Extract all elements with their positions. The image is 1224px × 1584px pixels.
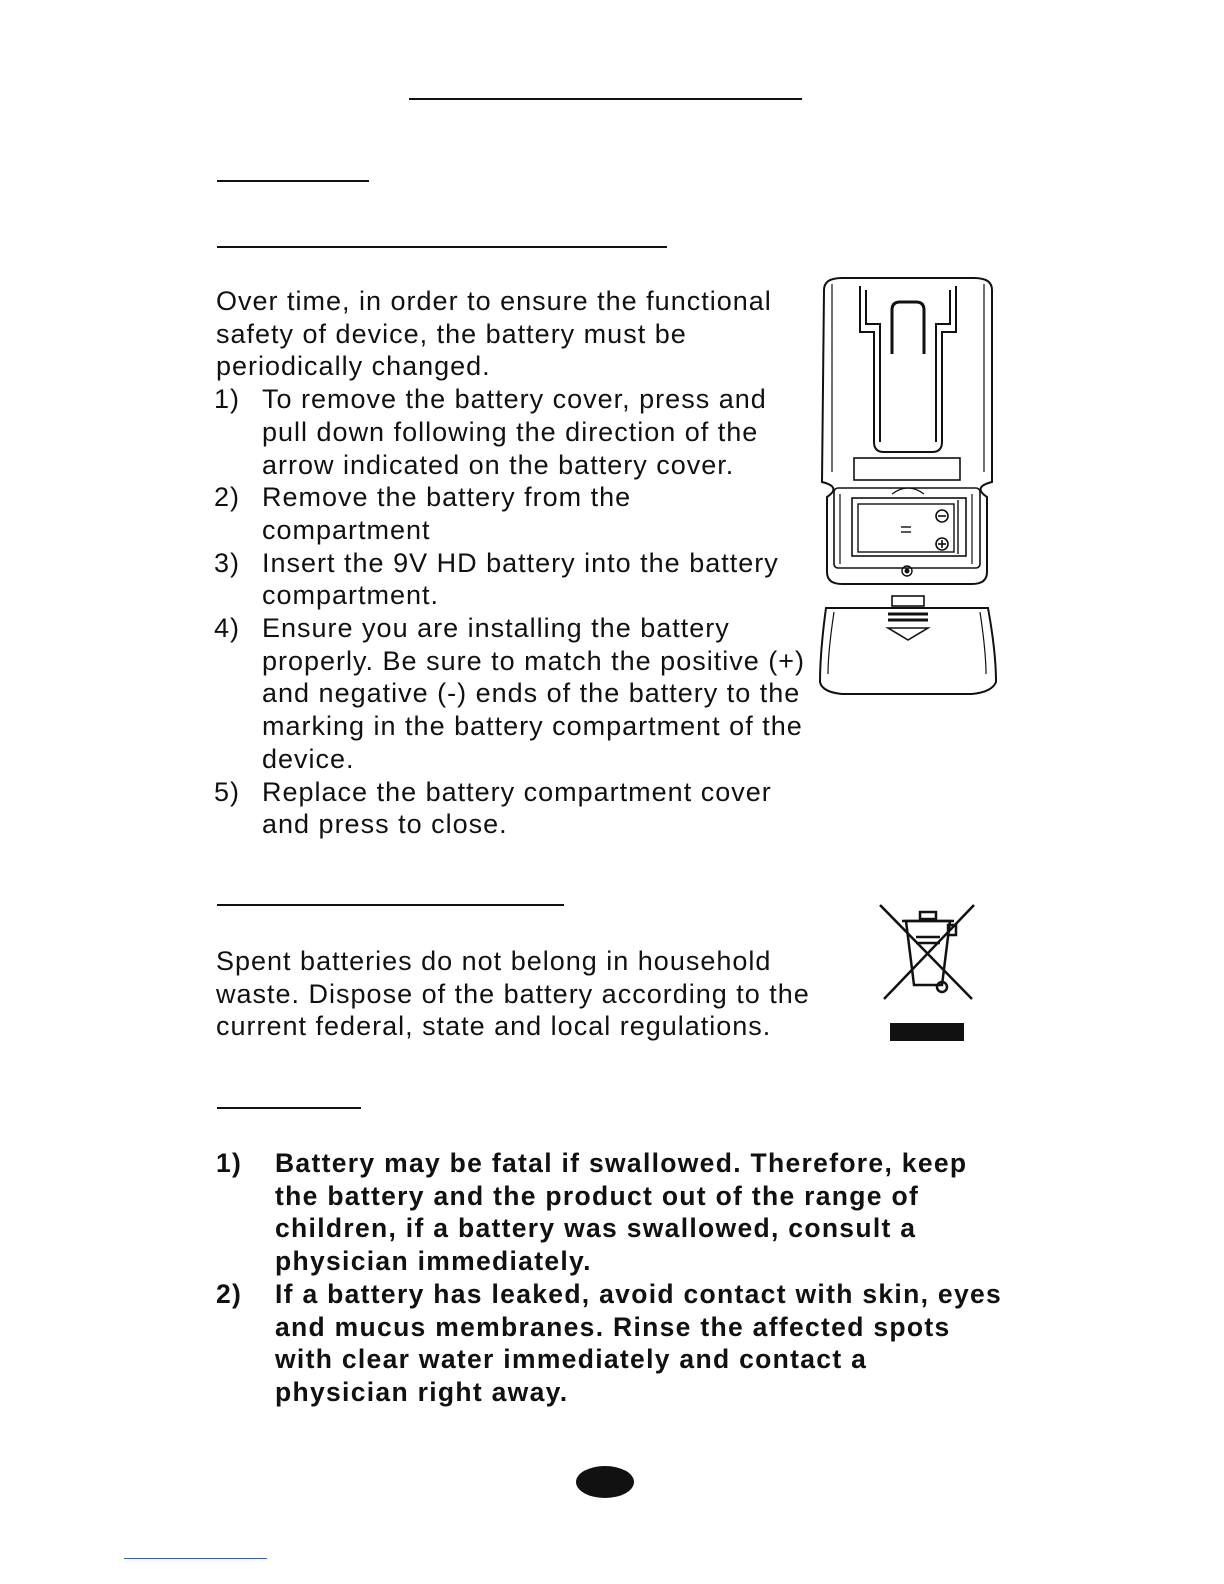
step-number: 5) bbox=[214, 776, 241, 807]
step-text: Replace the battery compartment cover and press to close. bbox=[262, 776, 772, 840]
step-number: 2) bbox=[214, 482, 241, 513]
battery-step bbox=[216, 547, 806, 612]
disposal-heading-rule bbox=[217, 904, 564, 906]
battery-change-section bbox=[216, 285, 806, 841]
step-text: To remove the battery cover, press and pull down following the direction of the arrow indicated on the battery cover. bbox=[262, 384, 767, 480]
warnings-section bbox=[216, 1147, 1006, 1409]
warnings-list bbox=[216, 1147, 1006, 1409]
crossed-out-wheelie-bin-icon bbox=[876, 903, 980, 1045]
step-text: Insert the 9V HD battery into the battery compartment. bbox=[262, 547, 779, 611]
battery-change-intro: Over time, in order to ensure the functional safety of device, the battery must be periodically changed. bbox=[216, 286, 772, 382]
disposal-section bbox=[216, 945, 856, 1043]
warning-number: 1) bbox=[216, 1148, 243, 1178]
title-rule bbox=[409, 98, 802, 100]
step-text: Ensure you are installing the battery properly. Be sure to match the positive (+) and negative (-) ends of the battery to the marking in the battery compartment of the device. bbox=[262, 613, 805, 774]
battery-step bbox=[216, 383, 806, 481]
page-number-badge bbox=[576, 1466, 634, 1498]
warning-item bbox=[216, 1278, 1006, 1409]
step-text: Remove the battery from the compartment bbox=[262, 482, 632, 545]
warning-text: If a battery has leaked, avoid contact with skin, eyes and mucus membranes. Rinse the affected spots with clear water immediately and contact a physician right away. bbox=[275, 1278, 1003, 1407]
battery-change-heading-rule bbox=[217, 246, 667, 248]
step-number: 3) bbox=[214, 547, 241, 578]
step-number: 4) bbox=[214, 613, 241, 644]
step-number: 1) bbox=[214, 384, 241, 415]
disposal-text: Spent batteries do not belong in household waste. Dispose of the battery according to the current federal, state and local regulations. bbox=[216, 946, 810, 1042]
footer-rule bbox=[124, 1558, 267, 1559]
battery-step bbox=[216, 481, 806, 546]
battery-steps-list bbox=[216, 383, 806, 841]
battery-step bbox=[216, 776, 806, 841]
battery-step bbox=[216, 612, 806, 776]
warning-number: 2) bbox=[216, 1278, 243, 1309]
warning-text: Battery may be fatal if swallowed. Therefore, keep the battery and the product out of the range of children, if a battery was swallowed, consult a physician immediately. bbox=[275, 1148, 968, 1277]
warning-item bbox=[216, 1147, 1006, 1278]
warnings-heading-rule bbox=[217, 1107, 361, 1109]
device-battery-compartment-illustration bbox=[812, 272, 1002, 707]
section-rule-1 bbox=[217, 180, 369, 182]
